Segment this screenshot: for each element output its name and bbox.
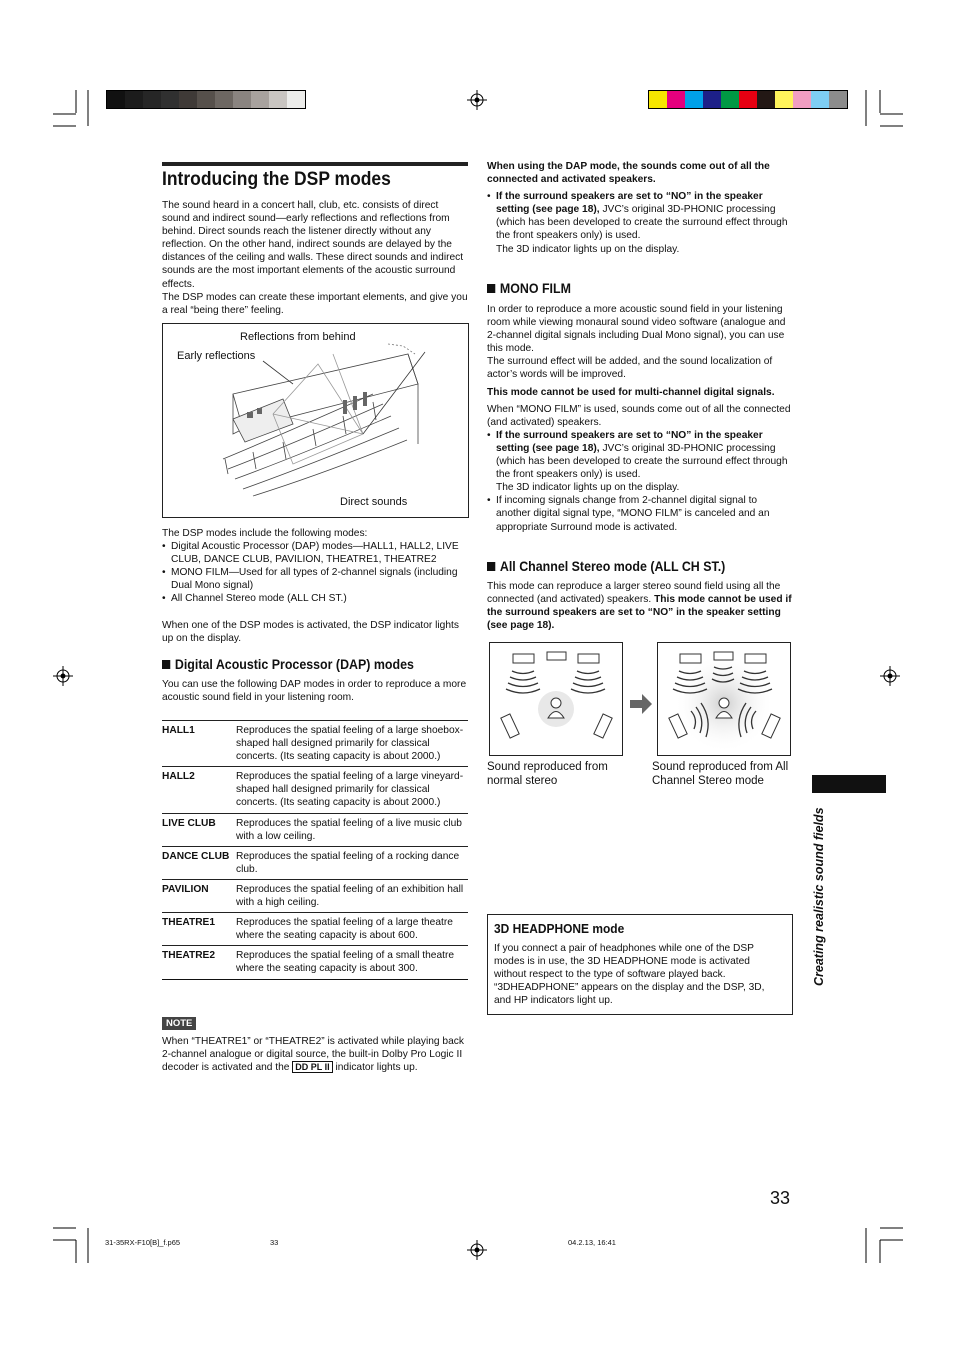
color-swatch [287,91,305,108]
color-swatch [703,91,721,108]
color-swatch [685,91,703,108]
dap-heading [162,657,414,672]
color-swatch [251,91,269,108]
dap-usage-lead: When using the DAP mode, the sounds come out of all the connected and activated speakers. [487,161,770,186]
list-item: • If incoming signals change from 2-channel digital signal to another digital signal type, “MONO FILM” is canceled and an appropriate Surround mode is activated. [487,494,793,533]
mode-name: LIVE CLUB [162,813,236,846]
dap-usage-list [487,190,793,255]
table-row [162,813,468,846]
mode-description: Reproduces the spatial feeling of a live music club with a low ceiling. [236,813,468,846]
mode-name: PAVILION [162,879,236,912]
label-direct-sounds: Direct sounds [340,496,408,508]
list-item [487,429,793,494]
square-bullet-icon [487,284,495,293]
allch-warning: This mode cannot be used if the surround speakers are set to “NO” in the speaker setting (see page 18). [487,594,792,632]
page-number: 33 [770,1188,791,1208]
normal-stereo-diagram [489,642,623,756]
mode-description: Reproduces the spatial feeling of a large theatre where the seating capacity is about 600. [236,913,468,946]
dap-modes-table [162,720,468,980]
mode-description: Reproduces the spatial feeling of a large vineyard-shaped hall designed primarily for classical concerts. (Its seating capacity is about 2000.) [236,767,468,813]
mode-description: Reproduces the spatial feeling of a small theatre where the seating capacity is about 300. [236,946,468,979]
arrow-right-icon [628,693,653,715]
mode-name: HALL1 [162,721,236,767]
color-swatch [739,91,757,108]
mode-name: DANCE CLUB [162,846,236,879]
label-early-reflections: Early reflections [177,350,256,362]
list-item: • MONO FILM—Used for all types of 2-channel signals (including Dual Mono signal) [162,566,468,592]
color-swatch [721,91,739,108]
footer-file: 31-35RX-F10[B]_f.p65 [105,1238,181,1247]
bullet-rest: JVC’s original 3D-PHONIC processing (which has been developed to create the surround effect through the front speakers only) is used. [496,204,788,242]
dsp-indicator-text: When one of the DSP modes is activated, the DSP indicator lights up on the display. [162,619,459,644]
dap-intro-text: You can use the following DAP modes in order to reproduce a more acoustic sound field in your listening room. [162,679,467,704]
dolby-pl2-logo-icon: DD PL II [292,1061,332,1073]
note-block [162,1013,468,1074]
mode-name: THEATRE1 [162,913,236,946]
chapter-tab [812,775,886,793]
modes-lead: The DSP modes include the following modes: [162,528,368,539]
color-swatch [125,91,143,108]
headphone-text: If you connect a pair of headphones while one of the DSP modes is in use, the 3D HEADPHONE mode is activated without respect to the type of software played back. “3DHEADPHONE” appears on the display and the DSP, 3D, and HP indicators light up. [494,943,765,1007]
list-item [487,190,793,255]
color-swatch [215,91,233,108]
color-swatch [107,91,125,108]
list-item: • Digital Acoustic Processor (DAP) modes—HALL1, HALL2, LIVE CLUB, DANCE CLUB, PAVILION, THEATRE1, THEATRE2 [162,540,468,566]
color-swatch [811,91,829,108]
color-swatch [233,91,251,108]
mono-heading [487,281,571,296]
table-row [162,721,468,767]
page-title: Introducing the DSP modes [162,169,391,190]
grayscale-bar [106,90,306,109]
color-swatch [775,91,793,108]
color-swatch [179,91,197,108]
mono-paragraph-1: In order to reproduce a more acoustic sound field in your listening room while viewing monaural sound video software (analogue and 2-channel digital signals including Dual Mono signal), you can use this mode. [487,304,786,355]
table-row [162,879,468,912]
headphone-box [487,914,793,1015]
color-swatch [667,91,685,108]
mode-description: Reproduces the spatial feeling of a large shoebox-shaped hall designed primarily for classical concerts. (Its seating capacity is about 2000.) [236,721,468,767]
concert-hall-illustration [163,324,468,517]
mono-body [487,303,793,534]
allch-paragraph [487,580,793,632]
table-row [162,767,468,813]
side-label: Creating realistic sound fields [812,807,826,986]
mode-description: Reproduces the spatial feeling of an exhibition hall with a high ceiling. [236,879,468,912]
color-bar [648,90,848,109]
modes-intro [162,527,468,645]
note-text-b: indicator lights up. [335,1062,418,1074]
headphone-heading: 3D HEADPHONE mode [494,921,625,936]
note-text [162,1035,468,1074]
footer-page: 33 [270,1238,279,1247]
note-label: NOTE [162,1017,196,1030]
bullet-tail: The 3D indicator lights up on the display. [496,482,680,494]
speaker-layout-illustration [658,643,790,755]
modes-list [162,540,468,605]
color-swatch [649,91,667,108]
intro-paragraph-2: The DSP modes can create these important elements, and give you a real “being there” feeling. [162,291,468,316]
bullet-rest: JVC’s original 3D-PHONIC processing (which has been developed to create the surround effect through the front speakers only) is used. [496,442,788,481]
allch-heading-text: All Channel Stereo mode (ALL CH ST.) [499,559,726,574]
bullet-bold: If the surround speakers are set to “NO” in the speaker setting (see page 18), [496,191,763,216]
allch-text: This mode can reproduce a larger stereo sound field using all the connected (and activated) speakers. [487,581,781,606]
color-swatch [161,91,179,108]
mono-heading-text: MONO FILM [499,281,571,296]
mode-name: HALL2 [162,767,236,813]
color-swatch [829,91,847,108]
dap-intro [162,678,468,704]
intro-paragraph-1: The sound heard in a concert hall, club, etc. consists of direct sound and indirect sound—early reflections and reflections from behind. Direct sounds reach the listener directly without any reflection. On the other hand, indirect sounds are delayed by the distances of the ceiling and walls. These direct sounds and indirect sounds are the most important elements of the acoustic surround effects. [162,200,464,290]
note-text-a: When “THEATRE1” or “THEATRE2” is activated while playing back 2-channel analogue or digital source, the built-in Dolby Pro Logic II decoder is activated and the [162,1036,464,1074]
sound-field-figure [162,323,469,518]
caption-normal-stereo: Sound reproduced from normal stereo [487,761,608,787]
table-row [162,846,468,879]
side-label-wrap [812,807,826,1186]
color-swatch [793,91,811,108]
page-title-wrap [162,169,482,191]
mode-description: Reproduces the spatial feeling of a rocking dance club. [236,846,468,879]
mono-warning: This mode cannot be used for multi-channel digital signals. [487,386,775,398]
allch-heading [487,559,725,574]
mono-paragraph-2: The surround effect will be added, and the sound localization of actor’s words will be improved. [487,356,773,381]
bullet-tail: The 3D indicator lights up on the display. [496,243,680,255]
label-reflections-behind: Reflections from behind [240,331,356,343]
mono-paragraph-3: When “MONO FILM” is used, sounds come out of all the connected (and activated) speakers. [487,403,791,428]
dap-heading-text: Digital Acoustic Processor (DAP) modes [174,657,414,672]
table-row [162,946,468,979]
mono-list [487,429,793,534]
square-bullet-icon [487,562,495,571]
caption-all-channel-stereo: Sound reproduced from All Channel Stereo mode [652,761,789,787]
mode-name: THEATRE2 [162,946,236,979]
bullet-bold: If the surround speakers are set to “NO” in the speaker setting (see page 18), [496,429,763,454]
color-swatch [197,91,215,108]
intro-text [162,199,468,317]
footer-date: 04.2.13, 16:41 [568,1238,616,1247]
title-rule [162,162,468,166]
list-item: • All Channel Stereo mode (ALL CH ST.) [162,592,468,605]
square-bullet-icon [162,660,170,669]
all-channel-stereo-diagram [657,642,791,756]
color-swatch [269,91,287,108]
speaker-layout-illustration [490,643,622,755]
color-swatch [757,91,775,108]
allch-body [487,580,793,632]
table-row [162,913,468,946]
dap-usage [487,160,793,256]
color-swatch [143,91,161,108]
